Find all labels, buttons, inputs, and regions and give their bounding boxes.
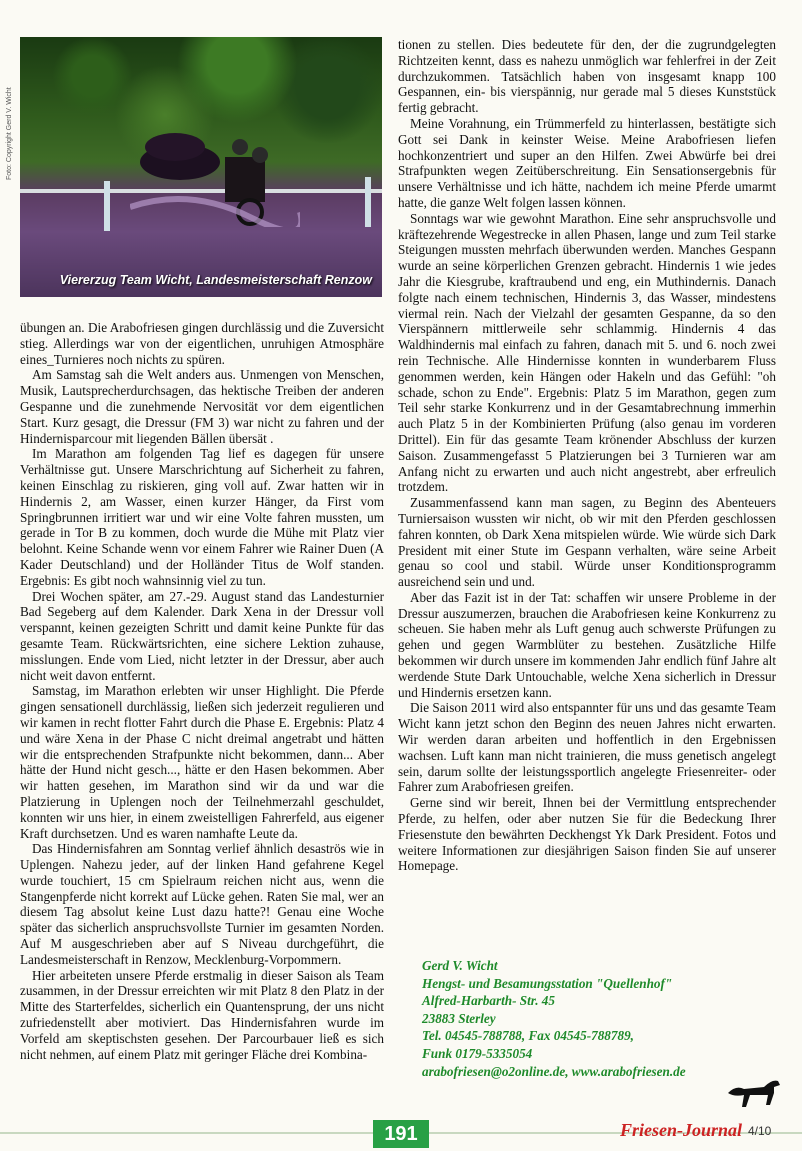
photo-copyright: Foto: Copyright Gerd V. Wicht <box>6 87 13 180</box>
photo-fence-post <box>365 177 371 227</box>
photo-carriage-team <box>130 117 300 227</box>
paragraph: Samstag, im Marathon erlebten wir unser Highlight. Die Pferde gingen sensationell durchlässig, ließen sich jederzeit regulieren und wir kamen in recht flotter Fahrt durch die Phase E. Ergebnis: Platz 4 und wäre Xena in der Phase C nicht dreimal angetrabt und hätten wir die entsprechenden Strafpunkte nicht bekommen, dann... Aber hätte der Hund nicht gesch..., hätte er den Hasen bekommen. Aber wir hatten gesehen, im Marathon sind wir da und war die Platzierung in Uplengen noch der Teilnehmerzahl geschuldet, konnten wir uns hier, in einem zweistelligen Fahrerfeld, aus eigener Kraft durchsetzen. Und es waren namhafte Leute da. <box>20 683 384 841</box>
paragraph: Drei Wochen später, am 27.-29. August stand das Landesturnier Bad Segeberg auf dem Kalender. Dark Xena in der Dressur voll verspannt, keinen gezeigten Schritt und damit keine Punkte für das gesamte Team. Rückwärtsrichten, eine sichere Lektion zuhause, misslungen. Ende vom Lied, nicht letzter in der Dressur, aber auch nicht weit davon entfernt. <box>20 588 384 683</box>
paragraph: Meine Vorahnung, ein Trümmerfeld zu hinterlassen, bestätigte sich Gott sei Dank in keinster Weise. Meine Arabofriesen liefen hochkonzentriert und super an den Hilfen. Zwei Abwürfe bei drei Strafpunkten wegen Zeitüberschreitung. Ein Sensationsergebnis für unsere Verhältnisse und ich hätte, nachdem ich meine Pferde umarmt hatte, die ganze Welt folgen lassen können. <box>398 115 776 210</box>
contact-city: 23883 Sterley <box>422 1010 496 1026</box>
contact-name: Gerd V. Wicht <box>422 958 498 973</box>
right-column <box>398 37 776 874</box>
contact-web[interactable]: arabofriesen@o2online.de, www.arabofriesen.de <box>422 1063 686 1079</box>
contact-phone: Tel. 04545-788788, Fax 04545-788789, <box>422 1028 634 1044</box>
paragraph: Das Hindernisfahren am Sonntag verlief ähnlich desaströs wie in Uplengen. Nahezu jeder, auf der linken Hand gefahrene Kegel wurde touchiert, 15 cm Spielraum reichen nicht aus, wenn die Stangenpferde nicht korrekt auf Lücke gehen. Raten Sie mal, wer an diesem Tag absolut keine Lust dazu hatte?! Genau eine Woche später das sicherlich anspruchsvollste Turnier im gesamten Norden. Auf M ausgeschrieben aber auf S Niveau durchgeführt, die Landesmeisterschaft in Renzow, Mecklenburg-Vorpommern. <box>20 841 384 967</box>
contact-block <box>422 957 782 1080</box>
issue-number: 4/10 <box>748 1124 772 1138</box>
horse-logo-icon <box>724 1075 784 1113</box>
page-number: 191 <box>373 1120 429 1148</box>
paragraph: übungen an. Die Arabofriesen gingen durchlässig und die Zuversicht stieg. Allerdings war von der eigentlichen, unruhigen Atmosphäre eines_Turnieres noch nichts zu spüren. <box>20 320 384 367</box>
paragraph: tionen zu stellen. Dies bedeutete für den, der die zugrundgelegten Richtzeiten kennt, dass es nahezu unmöglich war fehlerfrei in der Zeit durchzukommen. Tatsächlich haben von insgesamt knapp 100 Gespannen, ein- bis vierspännig, nur gerade mal 5 dieses Kunststück fertig gebracht. <box>398 37 776 116</box>
photo-fence-post <box>104 181 110 231</box>
paragraph: Sonntags war wie gewohnt Marathon. Eine sehr anspruchsvolle und kräftezehrende Wegestrecke in allen Phasen, lange und zum Teil starke Steigungen mussten mehrfach überwunden werden. Manches Gespann wurde an seine körperlichen Grenzen gebracht. Hindernis 1 wie jedes Jahr die Kiesgrube, kraftraubend und eng, ein Muthindernis. Danach folgte nach einem technischen, Hindernis 3, das Wasser, mindestens viermal rein. Nach der Vielzahl der gesamten Gespanne, da so den Vierspännern mittlerweile sehr schlammig. Hindernis 4 das Waldhindernis mal einfach zu fahren, danach mit 5. und 6. noch zwei rein Technische. Alle Hindernisse konnten in wunderbarem Fluss genommen werden, kein Hängen oder Hakeln und das Gefühl: "oh schade, schon zu Ende". Ergebnis: Platz 5 im Marathon, gegen zum Teil sehr starke Konkurrenz und in der Gesamtabrechnung immerhin auch Platz 5 in der Kombinierten Prüfung (also genau im vorderen Drittel). Ein für das gesamte Team krönender Abschluss der kurzen Saison. Zusammengefasst 5 Platzierungen bei 3 Turnieren war am Anfang nicht zu erwarten und auch nicht angestrebt, aber erfreulich trotzdem. <box>398 210 776 495</box>
paragraph: Die Saison 2011 wird also entspannter für uns und das gesamte Team Wicht kann jetzt schon den Beginn des neuen Jahres nicht erwarten. Wir werden daran arbeiten und hoffentlich in den Ergebnissen wachsen. Luft kann man nicht trainieren, die muss genetisch angelegt sein, darum sollte der leistungssportlich angelegte Friesenreiter- oder Fahrer zum Arabofriesen greifen. <box>398 700 776 795</box>
article-photo <box>20 37 382 297</box>
paragraph: Gerne sind wir bereit, Ihnen bei der Vermittlung entsprechender Pferde, zu helfen, oder aber nutzen Sie für die Bedeckung Ihrer Friesenstute den bewährten Deckhengst Yk Dark President. Fotos und weitere Informationen zur diesjährigen Saison finden Sie auf unserer Homepage. <box>398 795 776 874</box>
left-column <box>20 320 384 1062</box>
paragraph: Am Samstag sah die Welt anders aus. Unmengen von Menschen, Musik, Lautsprecherdurchsagen, das hektische Treiben der anderen Gespanne und die zunehmende Nervosität vor dem eigentlichen Start. Kurz gesagt, die Dressur (FM 3) war nicht zu fahren und der Hindernisparcour mit liegenden Bällen übersät . <box>20 367 384 446</box>
paragraph: Hier arbeiteten unsere Pferde erstmalig in dieser Saison als Team zusammen, in der Dressur erreichten wir mit Platz 8 den Platz in der Mitte des Starterfeldes, sicherlich ein Quantensprung, der uns nicht zufriedenstellt aber motiviert. Das Hindernisfahren wurde im Vorfeld am skeptischsten gesehen. Der Parcourbauer ließ es sich nicht nehmen, auf einem Platz mit geringer Fläche drei Kombina- <box>20 967 384 1062</box>
photo-caption: Viererzug Team Wicht, Landesmeisterschaft Renzow <box>59 273 372 287</box>
contact-street: Alfred-Harbarth- Str. 45 <box>422 993 555 1009</box>
paragraph: Aber das Fazit ist in der Tat: schaffen wir unsere Probleme in der Dressur auszumerzen, brauchen die Arabofriesen keine Konkurrenz zu scheuen. Sie haben mehr als Luft genug auch schwerste Prüfungen zu gehen und gegen Warmblüter zu bestehen. Zusätzliche Hilfe bekommen wir durch unsere im kommenden Jahr endlich fünf Jahre alt werdende Stute Dark Untouchable, welche Xena sicherlich in Dressur und Hindernis ersetzen kann. <box>398 589 776 700</box>
magazine-brand: Friesen-Journal <box>620 1120 743 1140</box>
paragraph: Im Marathon am folgenden Tag lief es dagegen für unsere Verhältnisse gut. Unsere Marschrichtung auf Sicherheit zu fahren, keinen Einschlag zu riskieren, ging voll auf. Zwar hatten wir in Hindernis 2, am Wasser, einen kurzer Hänger, da First vom Springbrunnen irritiert war und wir eine Volte fahren mussten, um gerade in Tor B zu kommen, doch wurde die Mühe mit Platz vier belohnt. Keine Schande wenn vor einem Fahrer wie Rainer Duen (A Kader Deutschland) und der Holländer Titus de Wolf standen. Ergebnis: Es gibt noch wahnsinnig viel zu tun. <box>20 446 384 588</box>
paragraph: Zusammenfassend kann man sagen, zu Beginn des Abenteuers Turniersaison wussten wir nicht, ob wir mit den Pferden geschlossen fahren konnten, ob Dark Xena mitspielen würde. Wie würde sich Dark President mit einer Stute im Gespann verhalten, wäre seine Arbeit genau so cool und stabil. Würde unser Konditionsprogramm ausreichend sein und und. <box>398 495 776 590</box>
contact-mobile: Funk 0179-5335054 <box>422 1045 533 1061</box>
contact-station: Hengst- und Besamungsstation "Quellenhof" <box>422 975 673 991</box>
